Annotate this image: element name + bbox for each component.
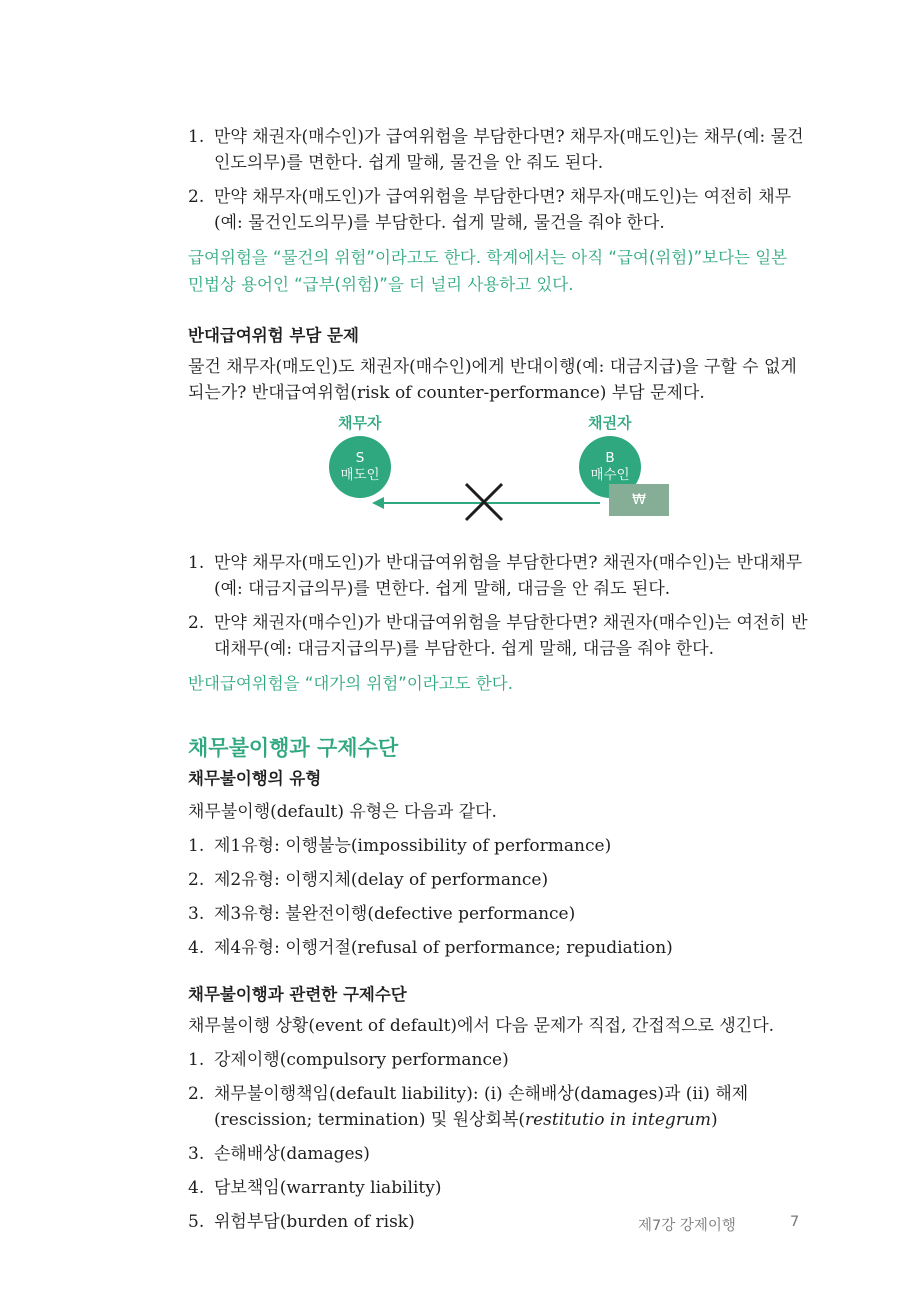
list-item: 1. 강제이행(compulsory performance) [188, 1050, 509, 1070]
list-item: 2. 채무불이행책임(default liability): (i) 손해배상(damages)과 (ii) 해제(rescission; termination) 및 원상회복(restitutio in integrum) [188, 1084, 749, 1130]
page-number: 7 [790, 1214, 800, 1230]
default-types-intro: 채무불이행(default) 유형은 다음과 같다. [188, 802, 497, 822]
counter-risk-paragraph: 물건 채무자(매도인)도 채권자(매수인)에게 반대이행(예: 대금지급)을 구할 수 없게 되는가? 반대급여위험(risk of counter-performance) 부담 문제다. [188, 357, 797, 403]
default-types-heading: 채무불이행의 유형 [188, 769, 322, 788]
latin-term: restitutio in integrum [525, 1110, 712, 1130]
money-icon: ₩ [609, 484, 669, 516]
counter-risk-heading: 반대급여위험 부담 문제 [188, 326, 359, 345]
page-content [188, 124, 808, 1243]
list-item: 4. 제4유형: 이행거절(refusal of performance; repudiation) [188, 938, 673, 958]
seller-role: 매도인 [340, 467, 380, 483]
list-item: 1. 만약 채권자(매수인)가 급여위험을 부담한다면? 채무자(매도인)는 채무(예: 물건인도의무)를 면한다. 쉽게 말해, 물건을 안 줘도 된다. [188, 127, 804, 173]
list-item: 5. 위험부담(burden of risk) [188, 1212, 415, 1232]
list-item: 4. 담보책임(warranty liability) [188, 1178, 442, 1198]
counter-performance-diagram [188, 412, 808, 534]
debtor-label: 채무자 [338, 414, 382, 432]
grant-risk-note: 급여위험을 “물건의 위험”이라고도 한다. 학계에서는 아직 “급여(위험)”보다는 일본 민법상 용어인 “급부(위험)”을 더 널리 사용하고 있다. [188, 248, 788, 294]
diagram-graphics [188, 412, 808, 534]
buyer-letter: B [605, 450, 615, 466]
list-item: 1. 만약 채무자(매도인)가 반대급여위험을 부담한다면? 채권자(매수인)는 반대채무(예: 대금지급의무)를 면한다. 쉽게 말해, 대금을 안 줘도 된다. [188, 553, 803, 599]
remedies-list [188, 1047, 808, 1235]
section-title: 채무불이행과 구제수단 [188, 736, 399, 760]
list-item: 2. 제2유형: 이행지체(delay of performance) [188, 870, 549, 890]
counter-risk-note: 반대급여위험을 “대가의 위험”이라고도 한다. [188, 674, 513, 693]
payment-arrowhead [372, 497, 384, 509]
seller-circle [329, 436, 391, 498]
remedies-heading: 채무불이행과 관련한 구제수단 [188, 985, 407, 1004]
remedies-intro: 채무불이행 상황(event of default)에서 다음 문제가 직접, 간접적으로 생긴다. [188, 1016, 775, 1036]
list-item: 2. 만약 채무자(매도인)가 급여위험을 부담한다면? 채무자(매도인)는 여전히 채무(예: 물건인도의무)를 부담한다. 쉽게 말해, 물건을 줘야 한다. [188, 187, 792, 233]
grant-risk-list [188, 124, 808, 236]
buyer-role: 매수인 [590, 467, 630, 483]
counter-risk-list [188, 550, 808, 662]
chapter-title: 제7강 강제이행 [638, 1218, 736, 1234]
list-item: 2. 만약 채권자(매수인)가 반대급여위험을 부담한다면? 채권자(매수인)는 여전히 반대채무(예: 대금지급의무)를 부담한다. 쉽게 말해, 대금을 줘야 한다. [188, 613, 808, 659]
seller-letter: S [355, 450, 365, 466]
list-item: 3. 제3유형: 불완전이행(defective performance) [188, 904, 576, 924]
default-types-list [188, 833, 808, 961]
list-item: 3. 손해배상(damages) [188, 1144, 370, 1164]
creditor-label: 채권자 [588, 414, 632, 432]
list-item: 1. 제1유형: 이행불능(impossibility of performance) [188, 836, 612, 856]
